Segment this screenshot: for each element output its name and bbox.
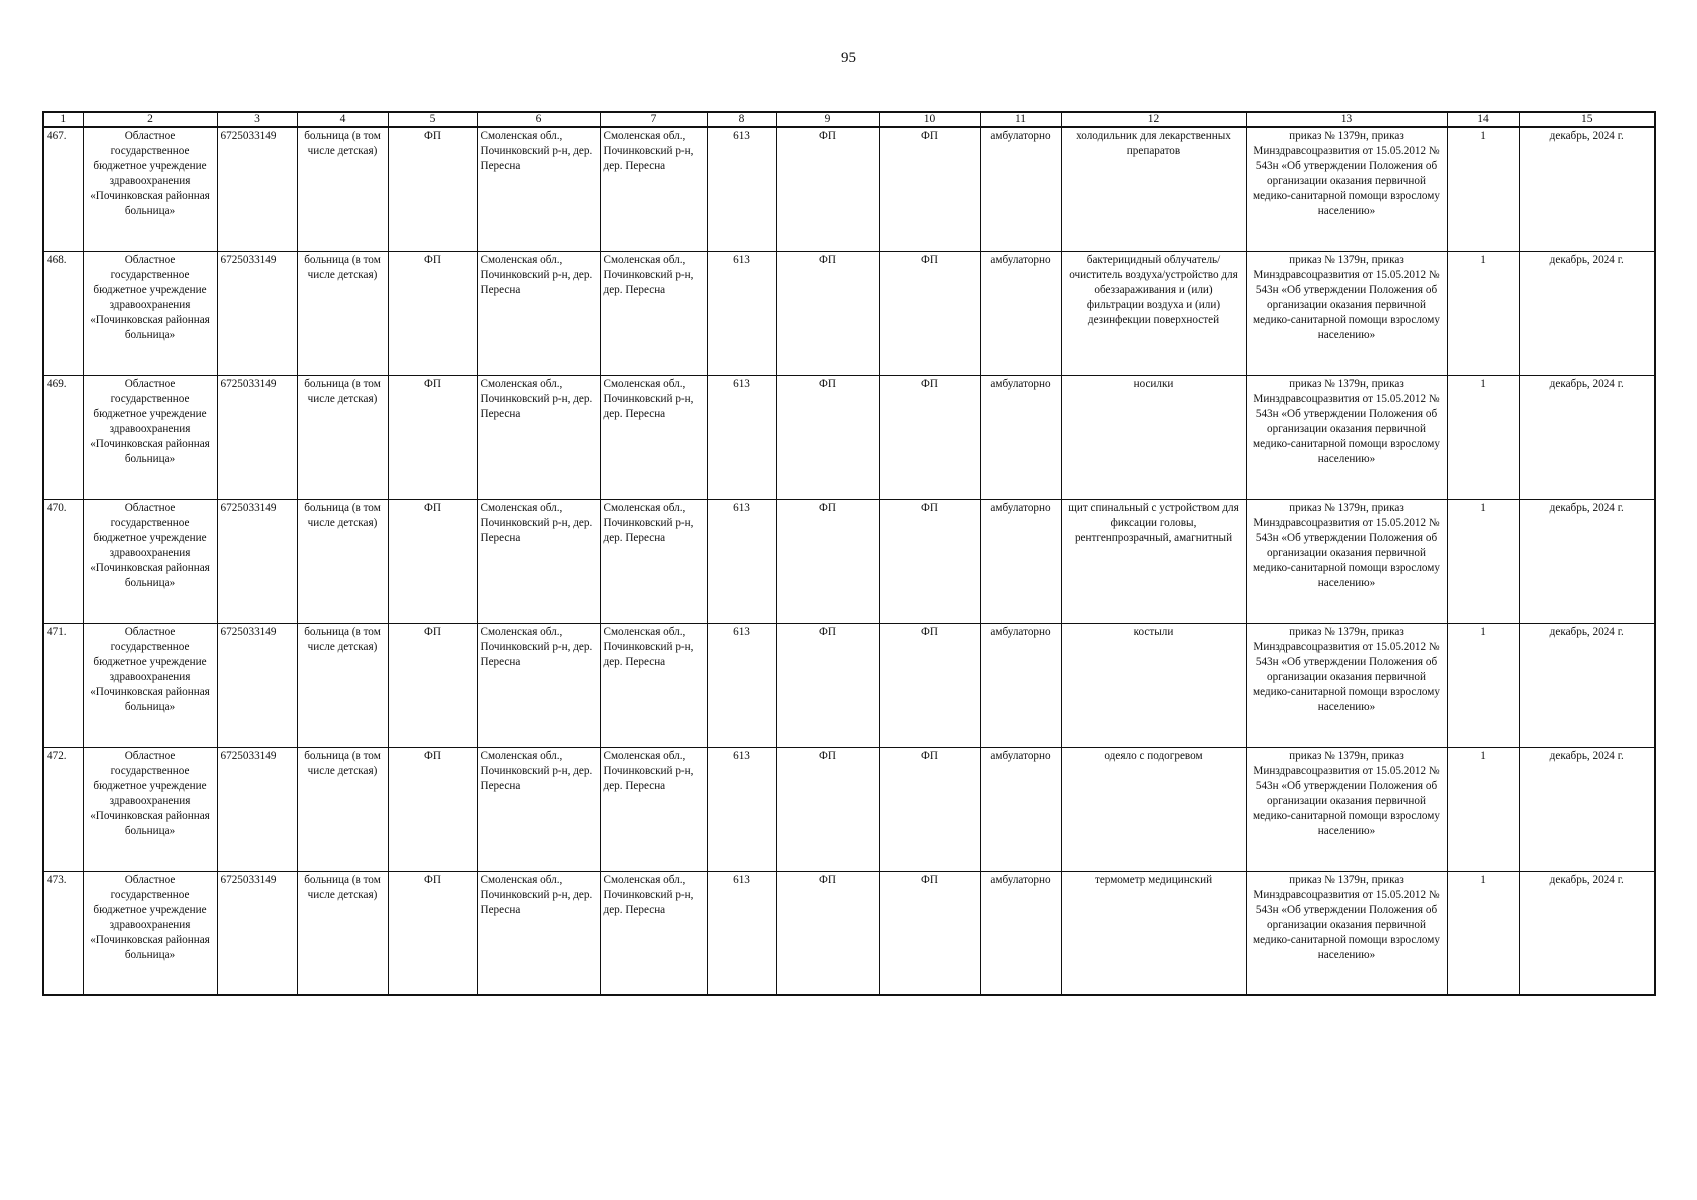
organization-cell: Областное государственное бюджетное учреждение здравоохранения «Починковская районная больница» <box>83 871 217 995</box>
quantity-cell: 1 <box>1447 499 1519 623</box>
organization-cell: Областное государственное бюджетное учреждение здравоохранения «Починковская районная больница» <box>83 747 217 871</box>
inn-cell: 6725033149 <box>217 251 297 375</box>
row-number-cell: 469. <box>43 375 83 499</box>
legal-basis-cell: приказ № 1379н, приказ Минздравсоцразвития от 15.05.2012 № 543н «Об утверждении Положения об организации оказания первичной медико-санитарной помощи взрослому населению» <box>1246 251 1447 375</box>
row-number-cell: 467. <box>43 127 83 251</box>
quantity-cell: 1 <box>1447 747 1519 871</box>
legal-basis-cell: приказ № 1379н, приказ Минздравсоцразвития от 15.05.2012 № 543н «Об утверждении Положения об организации оказания первичной медико-санитарной помощи взрослому населению» <box>1246 623 1447 747</box>
legal-basis-cell: приказ № 1379н, приказ Минздравсоцразвития от 15.05.2012 № 543н «Об утверждении Положения об организации оказания первичной медико-санитарной помощи взрослому населению» <box>1246 747 1447 871</box>
facility-type-cell: больница (в том числе детская) <box>297 747 388 871</box>
unit-cell: ФП <box>776 499 879 623</box>
facility-type-cell: больница (в том числе детская) <box>297 499 388 623</box>
unit-cell: ФП <box>776 871 879 995</box>
facility-type-cell: больница (в том числе детская) <box>297 375 388 499</box>
column-header-15: 15 <box>1519 112 1655 127</box>
column-header-13: 13 <box>1246 112 1447 127</box>
unit-cell: ФП <box>776 375 879 499</box>
location-cell: Смоленская обл., Починковский р-н, дер. Пересна <box>600 871 707 995</box>
row-number-cell: 471. <box>43 623 83 747</box>
delivery-date-cell: декабрь, 2024 г. <box>1519 623 1655 747</box>
column-header-14: 14 <box>1447 112 1519 127</box>
code-cell: 613 <box>707 623 776 747</box>
care-form-cell: амбулаторно <box>980 127 1061 251</box>
row-number-cell: 470. <box>43 499 83 623</box>
organization-cell: Областное государственное бюджетное учреждение здравоохранения «Починковская районная больница» <box>83 127 217 251</box>
location-cell: Смоленская обл., Починковский р-н, дер. Пересна <box>600 623 707 747</box>
equipment-cell: бактерицидный облучатель/очиститель воздуха/устройство для обеззараживания и (или) фильтрации воздуха и (или) дезинфекции поверхностей <box>1061 251 1246 375</box>
unit-type-cell: ФП <box>388 871 477 995</box>
code-cell: 613 <box>707 499 776 623</box>
code-cell: 613 <box>707 251 776 375</box>
inn-cell: 6725033149 <box>217 127 297 251</box>
row-number-cell: 473. <box>43 871 83 995</box>
table-row <box>43 251 1655 375</box>
unit-cell: ФП <box>776 251 879 375</box>
inn-cell: 6725033149 <box>217 375 297 499</box>
column-header-9: 9 <box>776 112 879 127</box>
department-cell: ФП <box>879 747 980 871</box>
location-cell: Смоленская обл., Починковский р-н, дер. Пересна <box>600 251 707 375</box>
equipment-cell: носилки <box>1061 375 1246 499</box>
column-header-10: 10 <box>879 112 980 127</box>
address-cell: Смоленская обл., Починковский р-н, дер. Пересна <box>477 623 600 747</box>
department-cell: ФП <box>879 251 980 375</box>
quantity-cell: 1 <box>1447 127 1519 251</box>
page-number: 95 <box>841 50 856 66</box>
equipment-registry-table <box>42 111 1656 996</box>
header-row <box>43 112 1655 127</box>
address-cell: Смоленская обл., Починковский р-н, дер. Пересна <box>477 251 600 375</box>
address-cell: Смоленская обл., Починковский р-н, дер. Пересна <box>477 375 600 499</box>
department-cell: ФП <box>879 623 980 747</box>
delivery-date-cell: декабрь, 2024 г. <box>1519 747 1655 871</box>
department-cell: ФП <box>879 871 980 995</box>
column-header-2: 2 <box>83 112 217 127</box>
organization-cell: Областное государственное бюджетное учреждение здравоохранения «Починковская районная больница» <box>83 623 217 747</box>
table-row <box>43 623 1655 747</box>
delivery-date-cell: декабрь, 2024 г. <box>1519 127 1655 251</box>
column-header-5: 5 <box>388 112 477 127</box>
unit-type-cell: ФП <box>388 623 477 747</box>
organization-cell: Областное государственное бюджетное учреждение здравоохранения «Починковская районная больница» <box>83 499 217 623</box>
address-cell: Смоленская обл., Починковский р-н, дер. Пересна <box>477 499 600 623</box>
delivery-date-cell: декабрь, 2024 г. <box>1519 251 1655 375</box>
legal-basis-cell: приказ № 1379н, приказ Минздравсоцразвития от 15.05.2012 № 543н «Об утверждении Положения об организации оказания первичной медико-санитарной помощи взрослому населению» <box>1246 499 1447 623</box>
location-cell: Смоленская обл., Починковский р-н, дер. Пересна <box>600 375 707 499</box>
unit-cell: ФП <box>776 127 879 251</box>
column-header-8: 8 <box>707 112 776 127</box>
unit-type-cell: ФП <box>388 127 477 251</box>
department-cell: ФП <box>879 127 980 251</box>
column-header-12: 12 <box>1061 112 1246 127</box>
table-row <box>43 747 1655 871</box>
organization-cell: Областное государственное бюджетное учреждение здравоохранения «Починковская районная больница» <box>83 375 217 499</box>
code-cell: 613 <box>707 375 776 499</box>
quantity-cell: 1 <box>1447 251 1519 375</box>
care-form-cell: амбулаторно <box>980 623 1061 747</box>
code-cell: 613 <box>707 127 776 251</box>
care-form-cell: амбулаторно <box>980 871 1061 995</box>
table-row <box>43 871 1655 995</box>
facility-type-cell: больница (в том числе детская) <box>297 871 388 995</box>
inn-cell: 6725033149 <box>217 499 297 623</box>
address-cell: Смоленская обл., Починковский р-н, дер. Пересна <box>477 747 600 871</box>
location-cell: Смоленская обл., Починковский р-н, дер. Пересна <box>600 127 707 251</box>
row-number-cell: 468. <box>43 251 83 375</box>
address-cell: Смоленская обл., Починковский р-н, дер. Пересна <box>477 127 600 251</box>
column-header-7: 7 <box>600 112 707 127</box>
table-row <box>43 375 1655 499</box>
quantity-cell: 1 <box>1447 871 1519 995</box>
code-cell: 613 <box>707 747 776 871</box>
column-header-1: 1 <box>43 112 83 127</box>
facility-type-cell: больница (в том числе детская) <box>297 127 388 251</box>
column-header-11: 11 <box>980 112 1061 127</box>
unit-type-cell: ФП <box>388 747 477 871</box>
location-cell: Смоленская обл., Починковский р-н, дер. Пересна <box>600 747 707 871</box>
equipment-cell: одеяло с подогревом <box>1061 747 1246 871</box>
inn-cell: 6725033149 <box>217 623 297 747</box>
column-header-3: 3 <box>217 112 297 127</box>
table-header <box>43 112 1655 127</box>
organization-cell: Областное государственное бюджетное учреждение здравоохранения «Починковская районная больница» <box>83 251 217 375</box>
unit-type-cell: ФП <box>388 499 477 623</box>
inn-cell: 6725033149 <box>217 747 297 871</box>
care-form-cell: амбулаторно <box>980 499 1061 623</box>
department-cell: ФП <box>879 375 980 499</box>
delivery-date-cell: декабрь, 2024 г. <box>1519 499 1655 623</box>
facility-type-cell: больница (в том числе детская) <box>297 623 388 747</box>
table-row <box>43 127 1655 251</box>
equipment-cell: щит спинальный с устройством для фиксации головы, рентгенпрозрачный, амагнитный <box>1061 499 1246 623</box>
legal-basis-cell: приказ № 1379н, приказ Минздравсоцразвития от 15.05.2012 № 543н «Об утверждении Положения об организации оказания первичной медико-санитарной помощи взрослому населению» <box>1246 871 1447 995</box>
legal-basis-cell: приказ № 1379н, приказ Минздравсоцразвития от 15.05.2012 № 543н «Об утверждении Положения об организации оказания первичной медико-санитарной помощи взрослому населению» <box>1246 375 1447 499</box>
unit-cell: ФП <box>776 747 879 871</box>
location-cell: Смоленская обл., Починковский р-н, дер. Пересна <box>600 499 707 623</box>
department-cell: ФП <box>879 499 980 623</box>
inn-cell: 6725033149 <box>217 871 297 995</box>
unit-type-cell: ФП <box>388 251 477 375</box>
quantity-cell: 1 <box>1447 375 1519 499</box>
facility-type-cell: больница (в том числе детская) <box>297 251 388 375</box>
care-form-cell: амбулаторно <box>980 747 1061 871</box>
unit-cell: ФП <box>776 623 879 747</box>
equipment-cell: костыли <box>1061 623 1246 747</box>
unit-type-cell: ФП <box>388 375 477 499</box>
delivery-date-cell: декабрь, 2024 г. <box>1519 375 1655 499</box>
quantity-cell: 1 <box>1447 623 1519 747</box>
equipment-cell: холодильник для лекарственных препаратов <box>1061 127 1246 251</box>
equipment-cell: термометр медицинский <box>1061 871 1246 995</box>
address-cell: Смоленская обл., Починковский р-н, дер. Пересна <box>477 871 600 995</box>
column-header-4: 4 <box>297 112 388 127</box>
care-form-cell: амбулаторно <box>980 251 1061 375</box>
row-number-cell: 472. <box>43 747 83 871</box>
legal-basis-cell: приказ № 1379н, приказ Минздравсоцразвития от 15.05.2012 № 543н «Об утверждении Положения об организации оказания первичной медико-санитарной помощи взрослому населению» <box>1246 127 1447 251</box>
table-row <box>43 499 1655 623</box>
care-form-cell: амбулаторно <box>980 375 1061 499</box>
column-header-6: 6 <box>477 112 600 127</box>
delivery-date-cell: декабрь, 2024 г. <box>1519 871 1655 995</box>
code-cell: 613 <box>707 871 776 995</box>
table-body <box>43 127 1655 995</box>
